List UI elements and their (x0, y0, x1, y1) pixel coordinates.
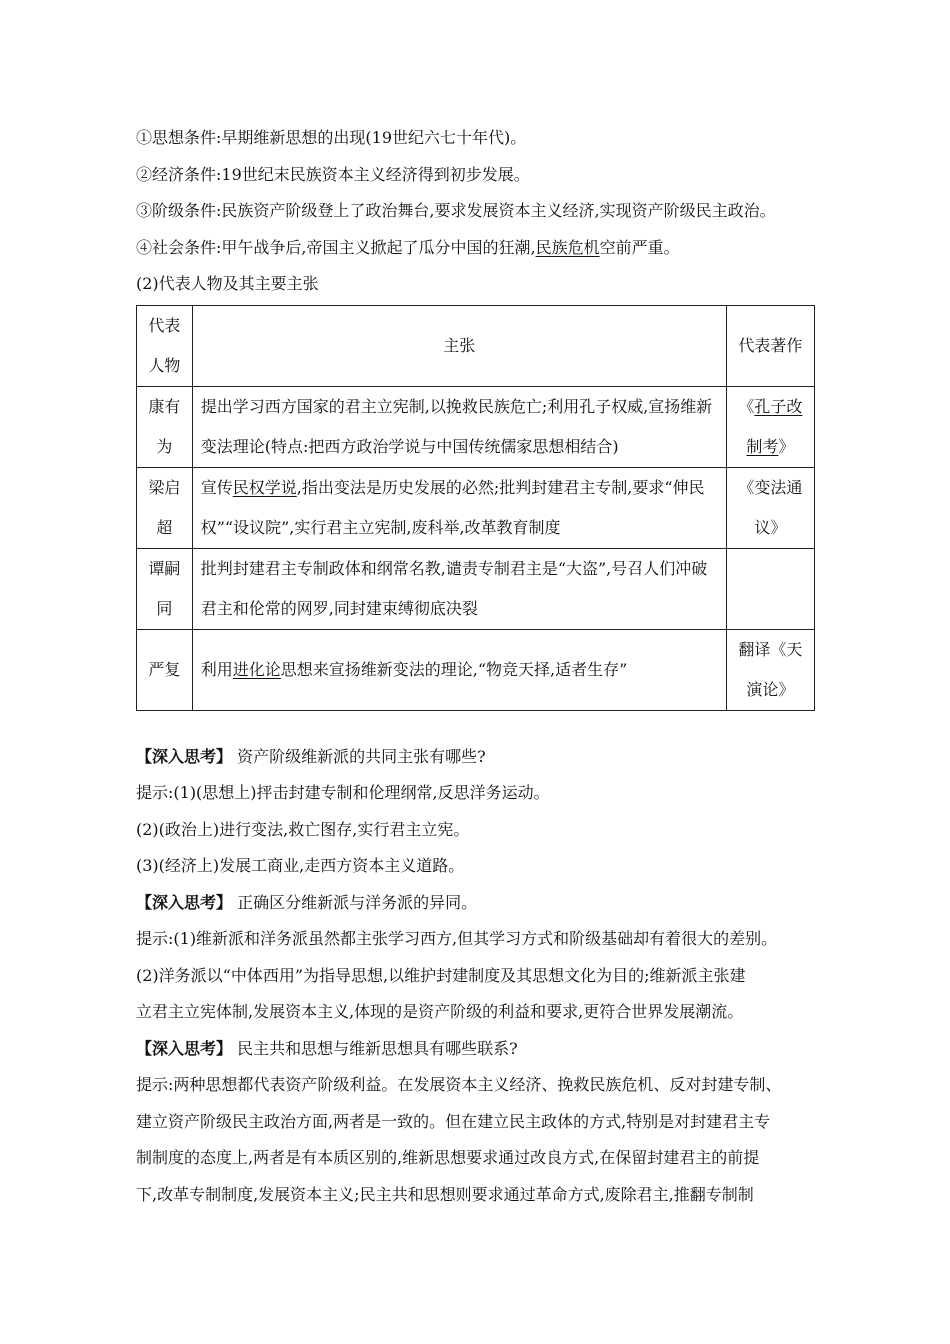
cell-person: 梁启超 (137, 467, 193, 548)
header-person: 代表人物 (137, 305, 193, 386)
think-block-1 (136, 739, 816, 885)
think-line: (2)(政治上)进行变法,救亡图存,实行君主立宪。 (136, 819, 470, 839)
table-row (137, 386, 815, 467)
think-line: 下,改革专制制度,发展资本主义;民主共和思想则要求通过革命方式,废除君主,推翻专制制 (136, 1184, 754, 1204)
underlined-term: 孔子改制考 (746, 396, 803, 456)
think-line: (2)洋务派以“中体西用”为指导思想,以维护封建制度及其思想文化为目的;维新派主张建 (136, 965, 746, 985)
cell-work (726, 548, 814, 629)
think-line: 立君主立宪体制,发展资本主义,体现的是资产阶级的利益和要求,更符合世界发展潮流。 (136, 1002, 744, 1021)
think-question: 【深入思考】 民主共和思想与维新思想具有哪些联系? (136, 1038, 518, 1058)
think-line: (3)(经济上)发展工商业,走西方资本主义道路。 (136, 856, 465, 875)
think-tag: 【深入思考】 (136, 746, 233, 766)
condition-2: ②经济条件:19世纪末民族资本主义经济得到初步发展。 (136, 164, 530, 184)
section-2-title: (2)代表人物及其主要主张 (136, 274, 319, 293)
condition-3: ③阶级条件:民族资产阶级登上了政治舞台,要求发展资本主义经济,实现资产阶级民主政治。 (136, 201, 776, 220)
cell-work: 《孔子改制考》 (726, 386, 814, 467)
think-line: 制制度的态度上,两者是有本质区别的,维新思想要求通过改良方式,在保留封建君主的前提 (136, 1148, 760, 1167)
cell-claim: 批判封建君主专制政体和纲常名教,谴责专制君主是“大盗”,号召人们冲破君主和伦常的网罗,同封建束缚彻底决裂 (192, 548, 726, 629)
cell-person: 严复 (137, 629, 193, 710)
think-tag: 【深入思考】 (136, 1038, 233, 1058)
cell-work: 翻译《天演论》 (726, 629, 814, 710)
condition-4: ④社会条件:甲午战争后,帝国主义掀起了瓜分中国的狂潮,民族危机空前严重。 (136, 237, 680, 257)
cell-person: 谭嗣同 (137, 548, 193, 629)
underlined-term: 民族危机 (535, 237, 600, 257)
cell-claim: 宣传民权学说,指出变法是历史发展的必然;批判封建君主专制,要求“伸民权”“设议院”,实行君主立宪制,废科举,改革教育制度 (192, 467, 726, 548)
underlined-term: 民权学说 (232, 477, 297, 497)
think-line: 提示:(1)(思想上)抨击封建专制和伦理纲常,反思洋务运动。 (136, 783, 550, 802)
header-claim: 主张 (192, 305, 726, 386)
cell-work: 《变法通议》 (726, 467, 814, 548)
think-question: 【深入思考】 正确区分维新派与洋务派的异同。 (136, 892, 478, 912)
cell-claim: 提出学习西方国家的君主立宪制,以挽救民族危亡;利用孔子权威,宣扬维新变法理论(特点:把西方政治学说与中国传统儒家思想相结合) (192, 386, 726, 467)
think-block-3 (136, 1031, 816, 1214)
think-line: 建立资产阶级民主政治方面,两者是一致的。但在建立民主政体的方式,特别是对封建君主专 (136, 1111, 771, 1131)
condition-1: ①思想条件:早期维新思想的出现(19世纪六七十年代)。 (136, 128, 527, 147)
think-line: 提示:两种思想都代表资产阶级利益。在发展资本主义经济、挽救民族危机、反对封建专制、 (136, 1075, 782, 1094)
think-question: 【深入思考】 资产阶级维新派的共同主张有哪些? (136, 746, 486, 766)
table-header-row (137, 305, 815, 386)
representatives-table (136, 305, 815, 711)
think-tag: 【深入思考】 (136, 892, 233, 912)
document-page (136, 120, 816, 1213)
header-work: 代表著作 (726, 305, 814, 386)
think-line: 提示:(1)维新派和洋务派虽然都主张学习西方,但其学习方式和阶级基础却有着很大的差别。 (136, 929, 778, 948)
table-row (137, 629, 815, 710)
table-row (137, 467, 815, 548)
think-block-2 (136, 885, 816, 1031)
underlined-term: 进化论 (232, 659, 281, 679)
table-row (137, 548, 815, 629)
cell-person: 康有为 (137, 386, 193, 467)
cell-claim: 利用进化论思想来宣扬维新变法的理论,“物竞天择,适者生存” (192, 629, 726, 710)
